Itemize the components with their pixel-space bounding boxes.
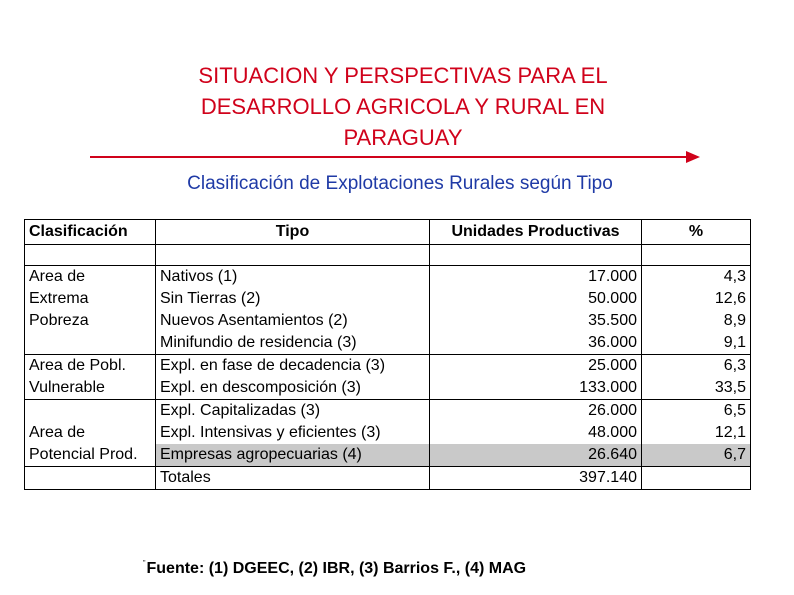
title-arrow [90, 150, 700, 164]
footnote-text: Fuente: (1) DGEEC, (2) IBR, (3) Barrios F., (4) MAG [146, 560, 527, 577]
table-row [25, 310, 751, 332]
cell-unidades: 17.000 [430, 266, 642, 289]
cell-tipo: Empresas agropecuarias (4) [156, 444, 430, 467]
classification-table [24, 219, 751, 490]
page-title [100, 60, 706, 153]
cell-unidades: 25.000 [430, 355, 642, 378]
cell-clasificacion [25, 332, 156, 355]
source-footnote [143, 560, 526, 578]
table-spacer-row [25, 245, 751, 266]
cell-tipo: Nativos (1) [156, 266, 430, 289]
header-tipo: Tipo [156, 220, 430, 245]
table-row-totals [25, 467, 751, 490]
cell-tipo: Sin Tierras (2) [156, 288, 430, 310]
cell-unidades: 35.500 [430, 310, 642, 332]
cell-percent [642, 467, 751, 490]
cell-percent: 6,7 [642, 444, 751, 467]
cell-clasificacion: Extrema [25, 288, 156, 310]
cell-percent: 9,1 [642, 332, 751, 355]
cell-percent: 33,5 [642, 377, 751, 400]
table-row [25, 288, 751, 310]
cell-tipo: Expl. Intensivas y eficientes (3) [156, 422, 430, 444]
table-header-row [25, 220, 751, 245]
cell-unidades: 133.000 [430, 377, 642, 400]
footnote-bullet: " [143, 560, 146, 567]
cell-percent: 4,3 [642, 266, 751, 289]
cell-clasificacion [25, 400, 156, 423]
title-line-3: PARAGUAY [343, 125, 463, 150]
cell-unidades: 26.640 [430, 444, 642, 467]
cell-clasificacion: Vulnerable [25, 377, 156, 400]
cell-unidades: 397.140 [430, 467, 642, 490]
cell-percent: 8,9 [642, 310, 751, 332]
table-row [25, 355, 751, 378]
cell-tipo: Minifundio de residencia (3) [156, 332, 430, 355]
cell-clasificacion: Area de Pobl. [25, 355, 156, 378]
table-row [25, 422, 751, 444]
title-line-1: SITUACION Y PERSPECTIVAS PARA EL [198, 63, 608, 88]
cell-clasificacion: Area de [25, 266, 156, 289]
table-row [25, 266, 751, 289]
cell-clasificacion: Pobreza [25, 310, 156, 332]
cell-tipo: Expl. en fase de decadencia (3) [156, 355, 430, 378]
cell-percent: 6,5 [642, 400, 751, 423]
table-row [25, 400, 751, 423]
header-percent: % [642, 220, 751, 245]
header-clasificacion: Clasificación [25, 220, 156, 245]
cell-clasificacion: Area de [25, 422, 156, 444]
cell-unidades: 50.000 [430, 288, 642, 310]
cell-unidades: 36.000 [430, 332, 642, 355]
cell-tipo: Expl. Capitalizadas (3) [156, 400, 430, 423]
cell-tipo: Nuevos Asentamientos (2) [156, 310, 430, 332]
cell-clasificacion: Potencial Prod. [25, 444, 156, 467]
cell-tipo: Totales [156, 467, 430, 490]
subtitle: Clasificación de Explotaciones Rurales según Tipo [187, 173, 613, 194]
cell-percent: 12,1 [642, 422, 751, 444]
table-row-highlighted [25, 444, 751, 467]
table-row [25, 332, 751, 355]
table-row [25, 377, 751, 400]
cell-tipo: Expl. en descomposición (3) [156, 377, 430, 400]
cell-percent: 6,3 [642, 355, 751, 378]
header-unidades: Unidades Productivas [430, 220, 642, 245]
cell-unidades: 26.000 [430, 400, 642, 423]
cell-percent: 12,6 [642, 288, 751, 310]
title-line-2: DESARROLLO AGRICOLA Y RURAL EN [200, 94, 606, 119]
cell-unidades: 48.000 [430, 422, 642, 444]
cell-clasificacion [25, 467, 156, 490]
